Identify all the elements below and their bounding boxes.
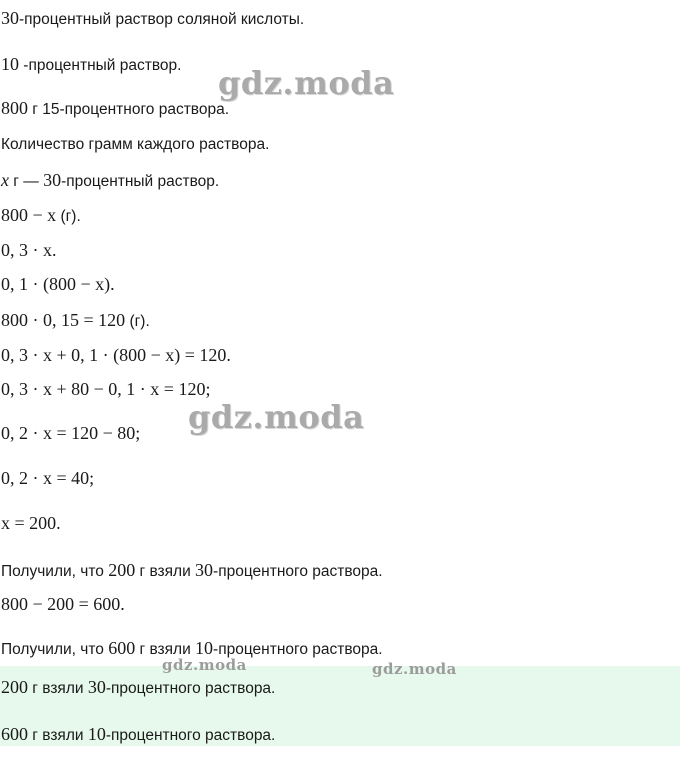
math: 30	[1, 8, 19, 28]
math: 600	[108, 638, 136, 658]
equation-line	[1, 423, 140, 445]
math: x	[1, 170, 9, 190]
text: (г).	[56, 208, 81, 225]
math: 0, 2 · x = 40;	[1, 468, 95, 488]
expression-line	[1, 310, 150, 332]
text: г 15-процентного раствора.	[28, 101, 230, 118]
text: -процентный раствор.	[61, 173, 220, 190]
text: -процентного раствора.	[213, 563, 383, 580]
problem-line-1	[1, 8, 304, 30]
text: г взяли	[28, 680, 88, 697]
text: -процентного раствора.	[105, 727, 276, 744]
math: 10	[1, 54, 19, 74]
text: г взяли	[135, 563, 196, 580]
text: Получили, что	[1, 641, 109, 658]
problem-line-2	[1, 54, 181, 76]
math: 0, 2 · x = 120 − 80;	[1, 423, 141, 443]
text: -процентный раствор.	[19, 57, 182, 74]
text: Получили, что	[1, 563, 109, 580]
math: 0, 3 · x.	[1, 240, 57, 260]
text: г взяли	[135, 641, 196, 658]
math: 0, 3 · x + 80 − 0, 1 · x = 120;	[1, 379, 211, 399]
watermark-logo: gdz.moda	[162, 656, 247, 674]
question-line	[1, 135, 269, 155]
answer-line	[1, 677, 275, 699]
text: -процентного раствора.	[105, 680, 276, 697]
expression-line	[1, 205, 81, 227]
math: 800 · 0, 15 = 120	[1, 310, 126, 330]
math: x = 200.	[1, 513, 61, 533]
math: 0, 1 · (800 − x).	[1, 274, 115, 294]
expression-line	[1, 240, 57, 262]
text: Количество грамм каждого раствора.	[1, 136, 270, 153]
watermark-logo: gdz.moda	[218, 64, 395, 102]
variable-definition	[1, 170, 219, 192]
math: 10	[87, 724, 106, 744]
math: 600	[1, 724, 28, 744]
math: 30	[43, 170, 62, 190]
watermark-logo: gdz.moda	[188, 398, 365, 436]
equation-line	[1, 513, 61, 535]
math: 10	[195, 638, 214, 658]
text: -процентный раствор соляной кислоты.	[19, 11, 305, 28]
expression-line	[1, 274, 115, 296]
text: (г).	[125, 313, 150, 330]
answer-line	[1, 724, 275, 746]
math: 200	[108, 560, 136, 580]
math: 800	[1, 98, 28, 118]
math: 800 − x	[1, 205, 57, 225]
math: 800 − 200 = 600.	[1, 594, 125, 614]
text: -процентного раствора.	[213, 641, 383, 658]
text: г взяли	[28, 727, 88, 744]
equation-line	[1, 468, 94, 490]
math: 0, 3 · x + 0, 1 · (800 − x) = 120.	[1, 345, 231, 365]
math: 200	[1, 677, 28, 697]
equation-line	[1, 594, 125, 616]
equation-line	[1, 379, 210, 401]
math: 30	[195, 560, 214, 580]
watermark-logo: gdz.moda	[372, 660, 457, 678]
equation-line	[1, 345, 231, 367]
conclusion-line	[1, 560, 383, 582]
math: 30	[87, 677, 106, 697]
problem-line-3	[1, 98, 229, 120]
text: г —	[9, 173, 44, 190]
